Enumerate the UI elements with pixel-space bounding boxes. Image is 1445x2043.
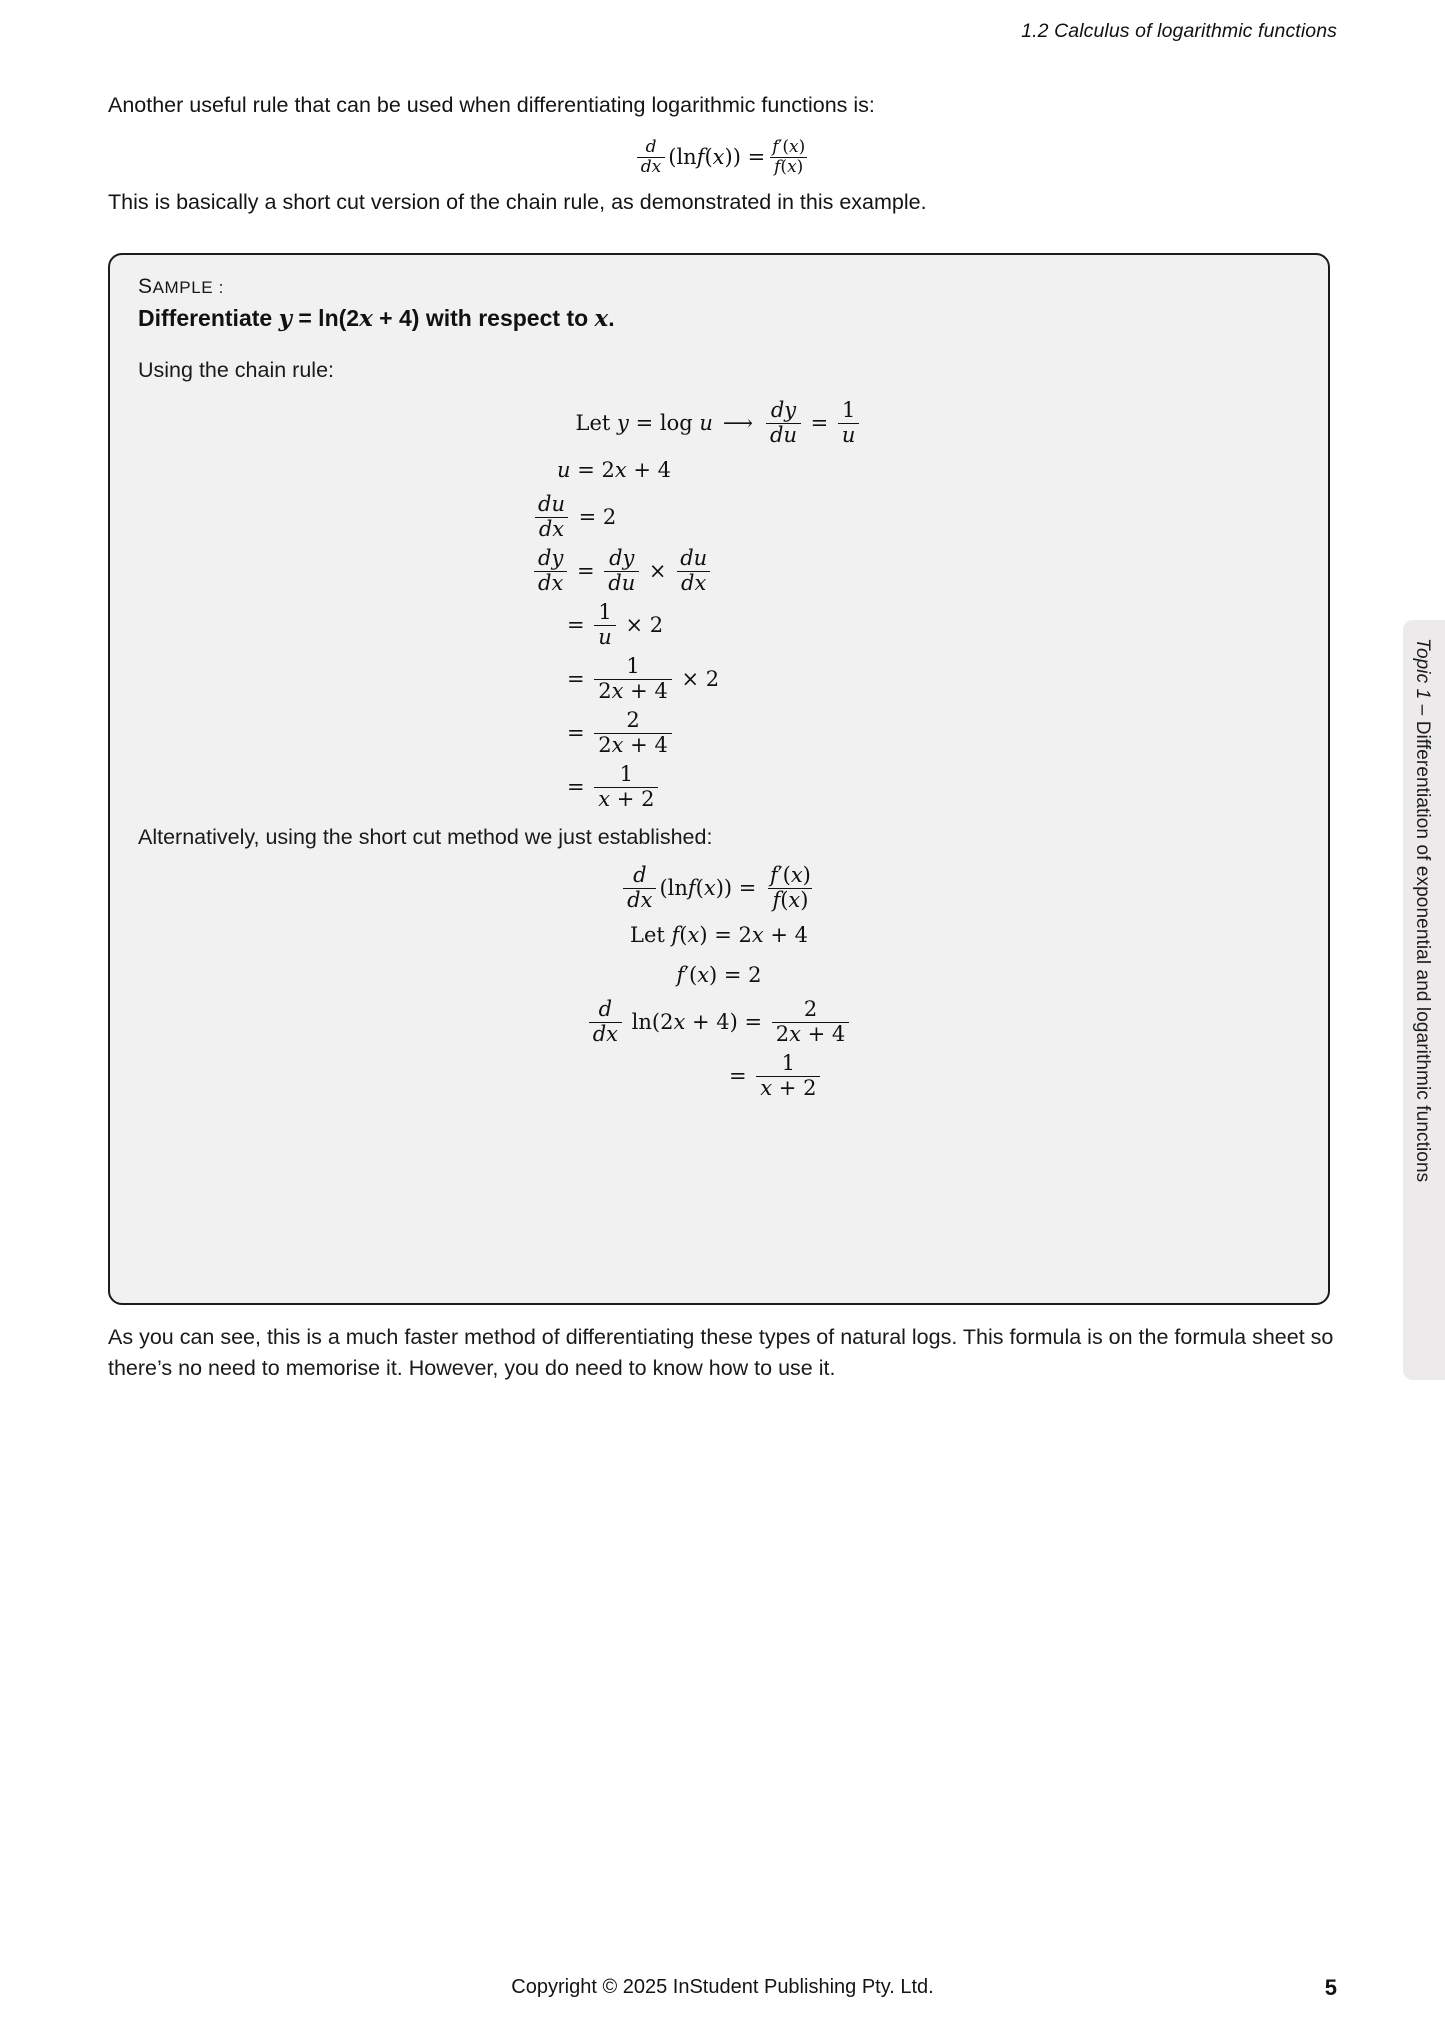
- ddx-frac: $\frac{d}{dx}$: [623, 864, 656, 912]
- work-step-3: $\frac{du}{dx}$ = 2: [439, 493, 999, 541]
- side-tab-text: [1411, 638, 1433, 1182]
- one-over-u-2: $\frac{1}{u}$: [594, 601, 616, 649]
- sample-title-end: .: [608, 305, 615, 331]
- rule-formula: $\frac{d}{dx}$ (ln f ( x )) = $\frac{f'(x)}{f(x)}$: [108, 133, 1338, 177]
- shortcut-working: [439, 864, 999, 1100]
- shortcut-step-1: $\frac{d}{dx}$ (ln f ( x )) = $\frac{f'(x)}{f(x)}$: [439, 864, 999, 912]
- one-over-x2-b: $\frac{1}{x + 2}$: [756, 1052, 820, 1100]
- intro-paragraph: Another useful rule that can be used when differentiating logarithmic functions is:: [108, 93, 875, 117]
- work-step-5: = $\frac{1}{u}$ × 2: [567, 600, 664, 649]
- two-over-2x4-b: $\frac{2}{2x + 4}$: [772, 998, 850, 1046]
- sample-label-cap: S: [138, 275, 153, 298]
- work-step-2: u = 2 x + 4: [557, 458, 671, 483]
- alt-method-heading: Alternatively, using the short cut method we just established:: [138, 825, 713, 850]
- sample-subheading: Using the chain rule:: [138, 358, 334, 382]
- du-dx: $\frac{du}{dx}$: [534, 493, 569, 541]
- dy-du-2: $\frac{dy}{du}$: [604, 547, 639, 595]
- running-head: 1.2 Calculus of logarithmic functions: [1021, 20, 1337, 42]
- side-tab-rest: – Differentiation of exponential and logarithmic functions: [1412, 699, 1433, 1183]
- sample-title-tail: + 4) with respect to: [372, 305, 595, 331]
- work-step-4: $\frac{dy}{dx}$ = $\frac{dy}{du}$ × $\frac{du}{dx}$: [439, 547, 999, 595]
- side-tab-topic: Topic 1: [1412, 638, 1433, 700]
- ddx-frac-2: $\frac{d}{dx}$: [589, 998, 622, 1046]
- footer-copyright: Copyright © 2025 InStudent Publishing Pty. Ltd.: [511, 1976, 934, 1998]
- work-step-7: = $\frac{2}{2x + 4}$: [439, 709, 999, 757]
- side-tab: [1403, 620, 1445, 1380]
- sample-title: [138, 305, 1300, 332]
- sample-label-rest: AMPLE :: [152, 278, 224, 297]
- sample-title-x: x: [359, 305, 373, 332]
- sample-title-y: y: [278, 305, 292, 332]
- fprime-over-f: $\frac{f'(x)}{f(x)}$: [770, 863, 811, 912]
- du-dx-2: $\frac{du}{dx}$: [676, 547, 711, 595]
- implies-arrow: ⟶: [722, 411, 753, 436]
- intro-paragraph-2: This is basically a short cut version of the chain rule, as demonstrated in this example.: [108, 189, 927, 214]
- dy-du: $\frac{dy}{du}$: [766, 399, 801, 447]
- work-step-8: = $\frac{1}{x + 2}$: [439, 763, 999, 811]
- one-over-2x4: $\frac{1}{2x + 4}$: [594, 655, 672, 703]
- rule-formula-ddx: $\frac{d}{dx}$: [637, 138, 665, 177]
- sample-title-prefix: Differentiate: [138, 305, 279, 331]
- page-number: 5: [1324, 1975, 1337, 2000]
- shortcut-step-2: Let f ( x ) = 2 x + 4: [630, 923, 808, 948]
- shortcut-step-5: = $\frac{1}{x + 2}$: [439, 1052, 999, 1100]
- chain-rule-working: [439, 399, 999, 811]
- one-over-u: $\frac{1}{u}$: [838, 399, 860, 447]
- sample-label: [138, 275, 1300, 299]
- work-step-6: = $\frac{1}{2x + 4}$ × 2: [567, 654, 720, 703]
- shortcut-step-3: f ′( x ) = 2: [676, 963, 762, 988]
- sample-box: [108, 253, 1330, 1305]
- rule-formula-rhs: $\frac{f'(x)}{f(x)}$: [768, 138, 809, 177]
- dy-dx: $\frac{dy}{dx}$: [534, 547, 567, 595]
- sample-title-x2: x: [594, 305, 609, 332]
- two-over-2x4: $\frac{2}{2x + 4}$: [594, 709, 672, 757]
- body-content: [108, 90, 1338, 229]
- sample-title-eq: = ln(2: [291, 305, 360, 331]
- closing-paragraph: As you can see, this is a much faster method of differentiating these types of natural logs. This formula is on the formula sheet so there’s no need to memorise it. However, you do need to know how to use it.: [108, 1325, 1334, 1381]
- shortcut-step-4: $\frac{d}{dx}$ ln(2 x + 4) = $\frac{2}{2x + 4}$: [439, 998, 999, 1046]
- one-over-x2: $\frac{1}{x + 2}$: [594, 763, 658, 811]
- work-step-1: Let y = log u ⟶ $\frac{dy}{du}$ = $\frac{1}{u}$: [439, 399, 999, 447]
